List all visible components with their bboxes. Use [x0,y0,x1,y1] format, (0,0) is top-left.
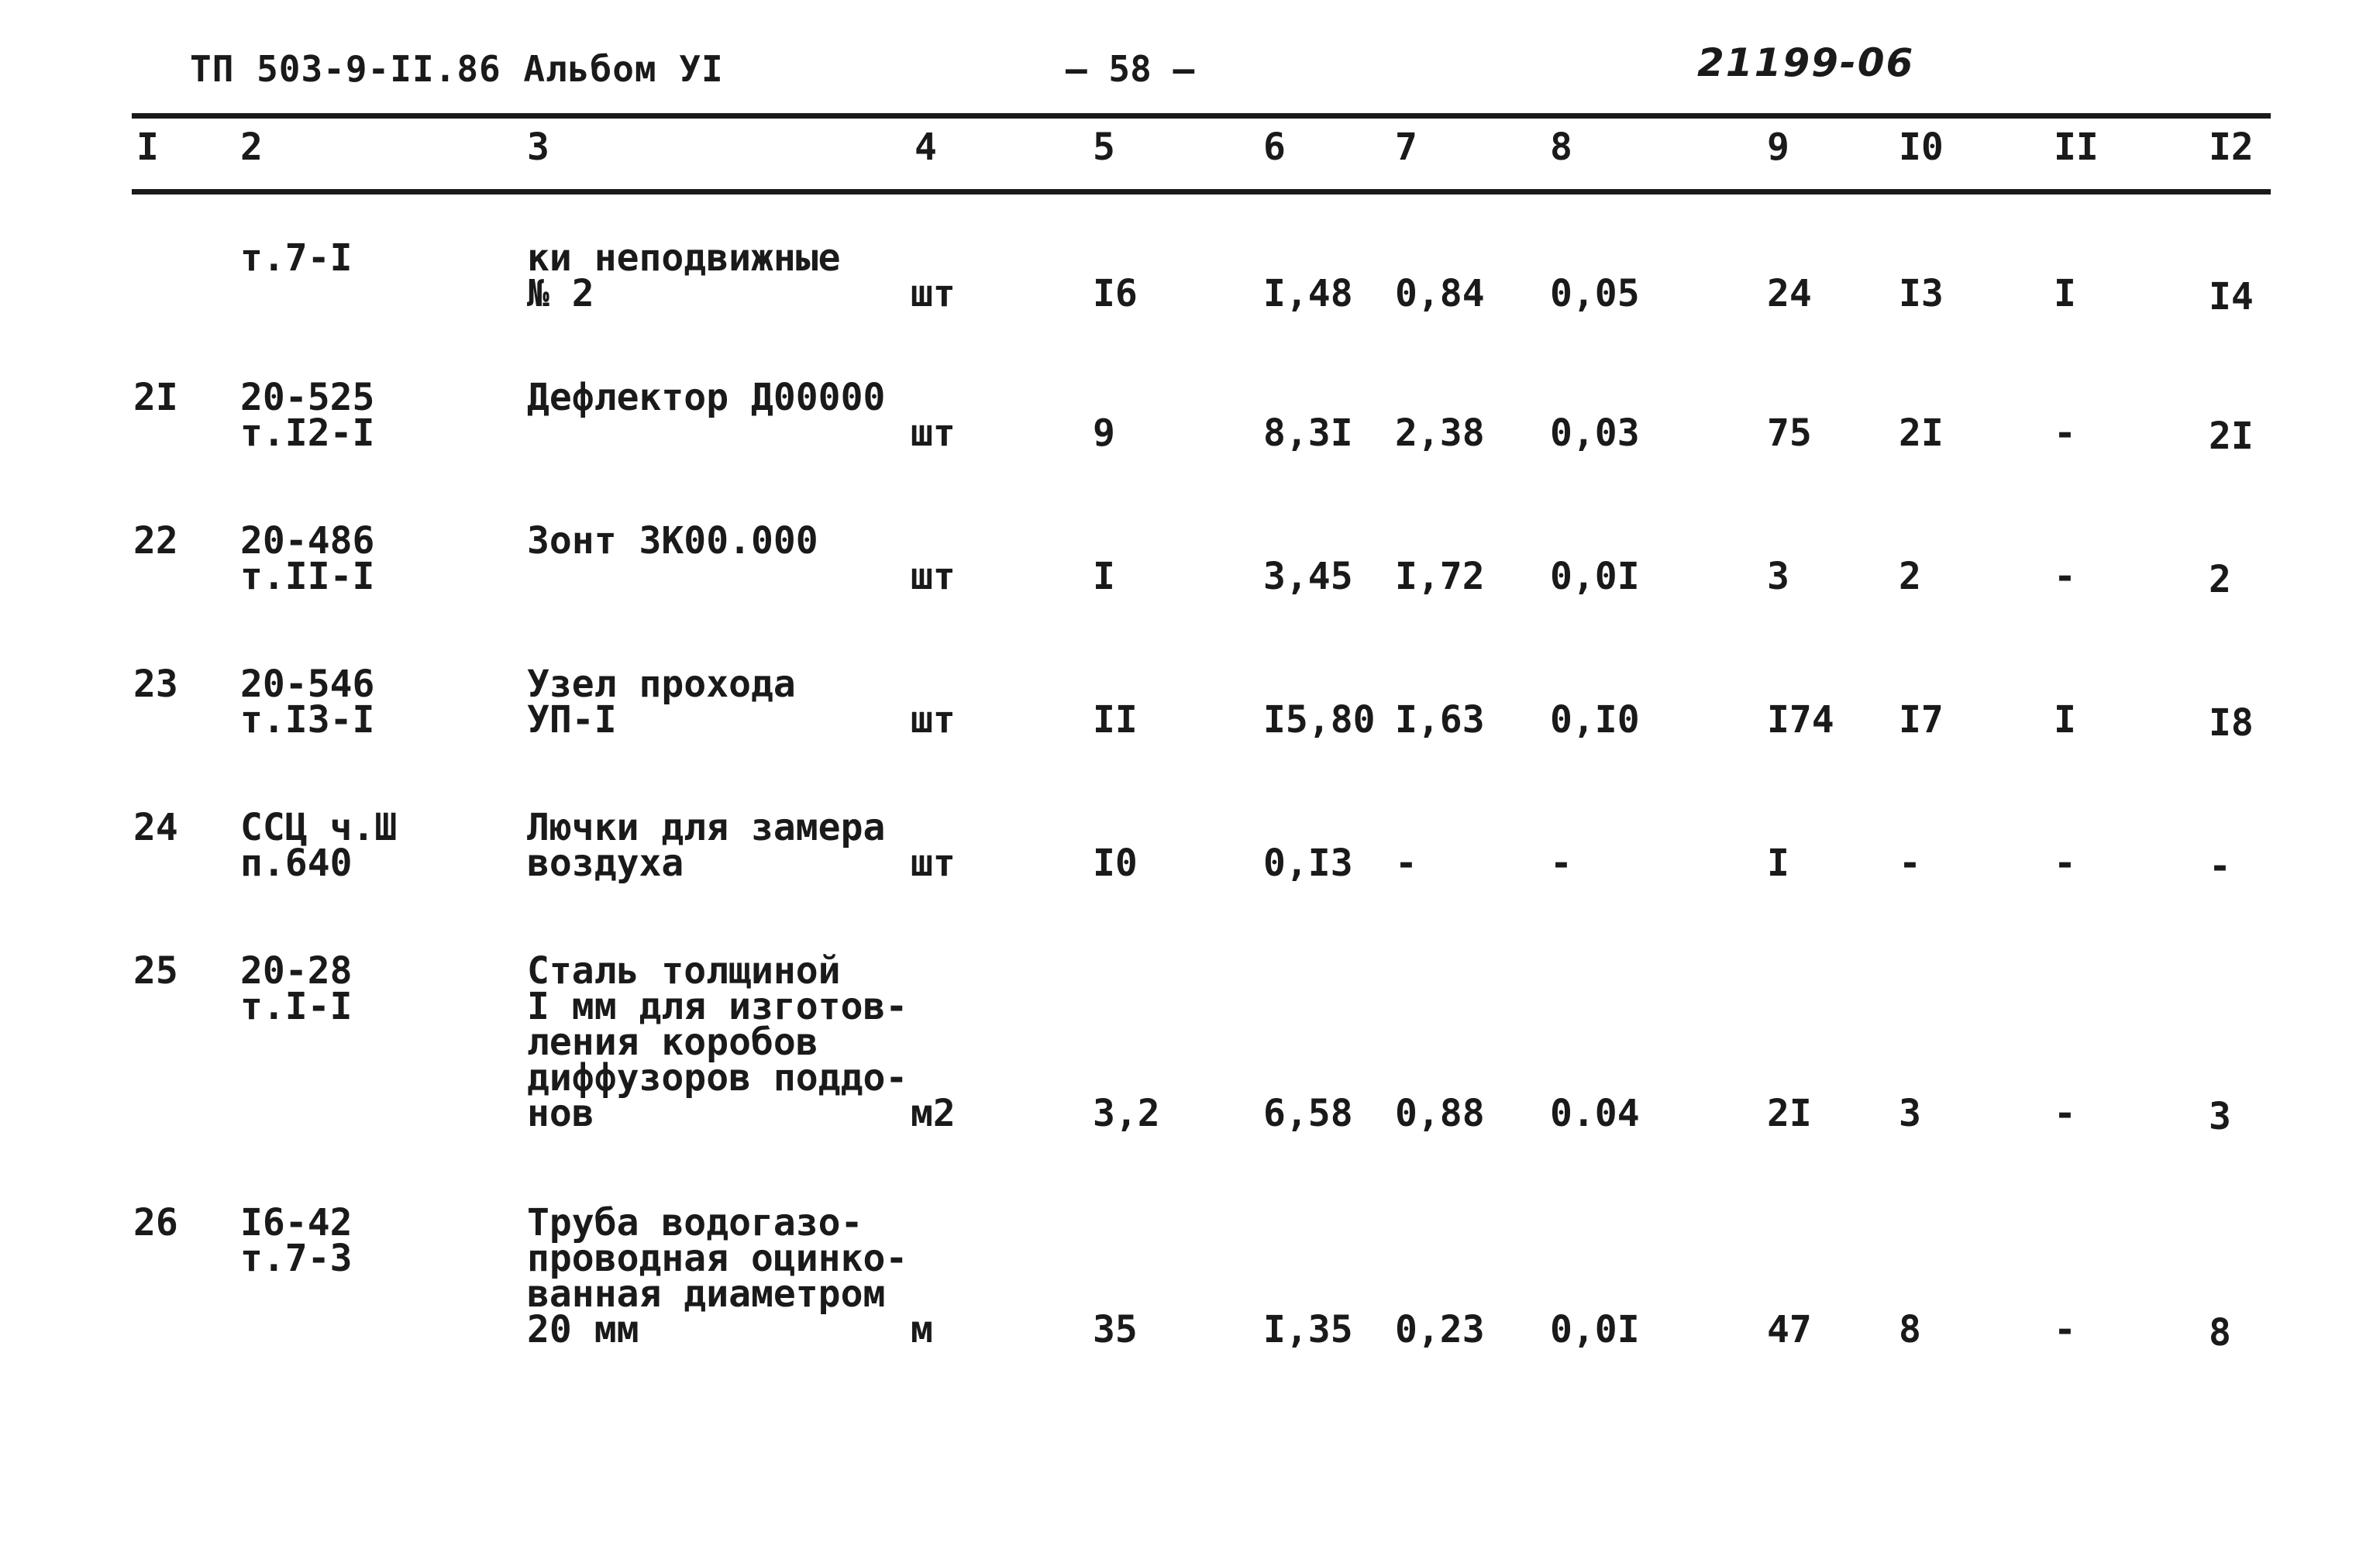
cell-c10: 3 [1899,1092,1921,1135]
cell-no: 22 [133,519,178,563]
col-header-12: I2 [2209,126,2254,169]
cell-c8: - [1550,842,1572,885]
cell-name: ки неподвижные № 2 [527,236,841,315]
cell-name: Узел прохода УП-I [527,663,796,742]
cell-code: ССЦ ч.Ш п.640 [240,806,398,885]
col-header-6: 6 [1263,126,1286,169]
col-header-3: 3 [527,126,549,169]
cell-c10: I7 [1899,698,1944,742]
page-number: – 58 – [1066,48,1195,90]
cell-c7: 0,23 [1395,1308,1485,1351]
cell-unit: м [911,1308,933,1351]
cell-c6: 3,45 [1263,555,1353,598]
cell-qty: 9 [1093,411,1115,455]
cell-name: Сталь толщиной I мм для изготов- ления коробов диффузоров поддо- нов [527,949,908,1135]
cell-no: 26 [133,1201,178,1244]
cell-c11: - [2054,555,2076,598]
cell-c8: 0,0I [1550,1308,1640,1351]
cell-c7: 0,84 [1395,272,1485,315]
cell-c8: 0,03 [1550,411,1640,455]
cell-c6: 0,I3 [1263,842,1353,885]
cell-code: 20-486 т.II-I [240,519,375,598]
col-header-4: 4 [914,126,937,169]
cell-qty: I [1093,555,1115,598]
cell-c11: I [2054,698,2076,742]
cell-c7: 0,88 [1395,1092,1485,1135]
col-header-8: 8 [1550,126,1572,169]
col-header-11: II [2054,126,2099,169]
cell-no: 23 [133,663,178,706]
cell-unit: шт [911,272,956,315]
cell-c8: 0,0I [1550,555,1640,598]
cell-c8: 0,05 [1550,272,1640,315]
cell-c6: I5,80 [1263,698,1376,742]
col-header-1: I [136,126,159,169]
cell-c11: - [2054,411,2076,455]
cell-c11: I [2054,272,2076,315]
cell-c7: I,72 [1395,555,1485,598]
cell-unit: шт [911,842,956,885]
cell-unit: шт [911,698,956,742]
cell-name: Зонт ЗК00.000 [527,519,818,563]
cell-c11: - [2054,1092,2076,1135]
cell-no: 24 [133,806,178,849]
cell-c7: 2,38 [1395,411,1485,455]
cell-unit: м2 [911,1092,956,1135]
cell-c12: 8 [2209,1311,2231,1355]
cell-c10: I3 [1899,272,1944,315]
col-header-2: 2 [240,126,263,169]
page-header [0,40,2380,99]
document-code: 21199-06 [1697,40,1915,85]
cell-code: т.7-I [240,236,353,280]
cell-qty: I0 [1093,842,1138,885]
cell-c12: I8 [2209,701,2254,745]
cell-qty: 3,2 [1093,1092,1160,1135]
cell-c9: 2I [1767,1092,1812,1135]
cell-c9: 24 [1767,272,1812,315]
cell-c10: 8 [1899,1308,1921,1351]
cell-c8: 0,I0 [1550,698,1640,742]
cell-name: Лючки для замера воздуха [527,806,886,885]
cell-code: 20-525 т.I2-I [240,376,375,455]
cell-c6: I,35 [1263,1308,1353,1351]
cell-c9: 3 [1767,555,1789,598]
col-header-7: 7 [1395,126,1417,169]
cell-c7: I,63 [1395,698,1485,742]
cell-c9: I74 [1767,698,1834,742]
cell-c10: 2I [1899,411,1944,455]
cell-code: 20-28 т.I-I [240,949,353,1028]
cell-name: Труба водогазо- проводная оцинко- ванная диаметром 20 мм [527,1201,908,1351]
cell-c12: - [2209,845,2231,888]
table-header-rule [132,189,2271,194]
cell-c9: 75 [1767,411,1812,455]
cell-qty: I6 [1093,272,1138,315]
cell-c6: 8,3I [1263,411,1353,455]
cell-c6: 6,58 [1263,1092,1353,1135]
cell-c6: I,48 [1263,272,1353,315]
cell-unit: шт [911,411,956,455]
cell-c9: I [1767,842,1789,885]
cell-c12: 3 [2209,1095,2231,1138]
cell-c9: 47 [1767,1308,1812,1351]
cell-c12: 2 [2209,558,2231,601]
cell-code: I6-42 т.7-3 [240,1201,353,1280]
table-top-rule [132,113,2271,119]
cell-name: Дефлектор Д00000 [527,376,886,419]
cell-unit: шт [911,555,956,598]
cell-no: 2I [133,376,178,419]
cell-c12: I4 [2209,275,2254,318]
cell-c10: 2 [1899,555,1921,598]
cell-c7: - [1395,842,1417,885]
cell-c10: - [1899,842,1921,885]
cell-c12: 2I [2209,415,2254,458]
col-header-9: 9 [1767,126,1789,169]
cell-code: 20-546 т.I3-I [240,663,375,742]
col-header-5: 5 [1093,126,1115,169]
cell-qty: 35 [1093,1308,1138,1351]
cell-no: 25 [133,949,178,993]
cell-c8: 0.04 [1550,1092,1640,1135]
cell-c11: - [2054,1308,2076,1351]
col-header-10: I0 [1899,126,1944,169]
cell-c11: - [2054,842,2076,885]
album-title: ТП 503-9-II.86 Альбом УI [190,48,724,90]
cell-qty: II [1093,698,1138,742]
